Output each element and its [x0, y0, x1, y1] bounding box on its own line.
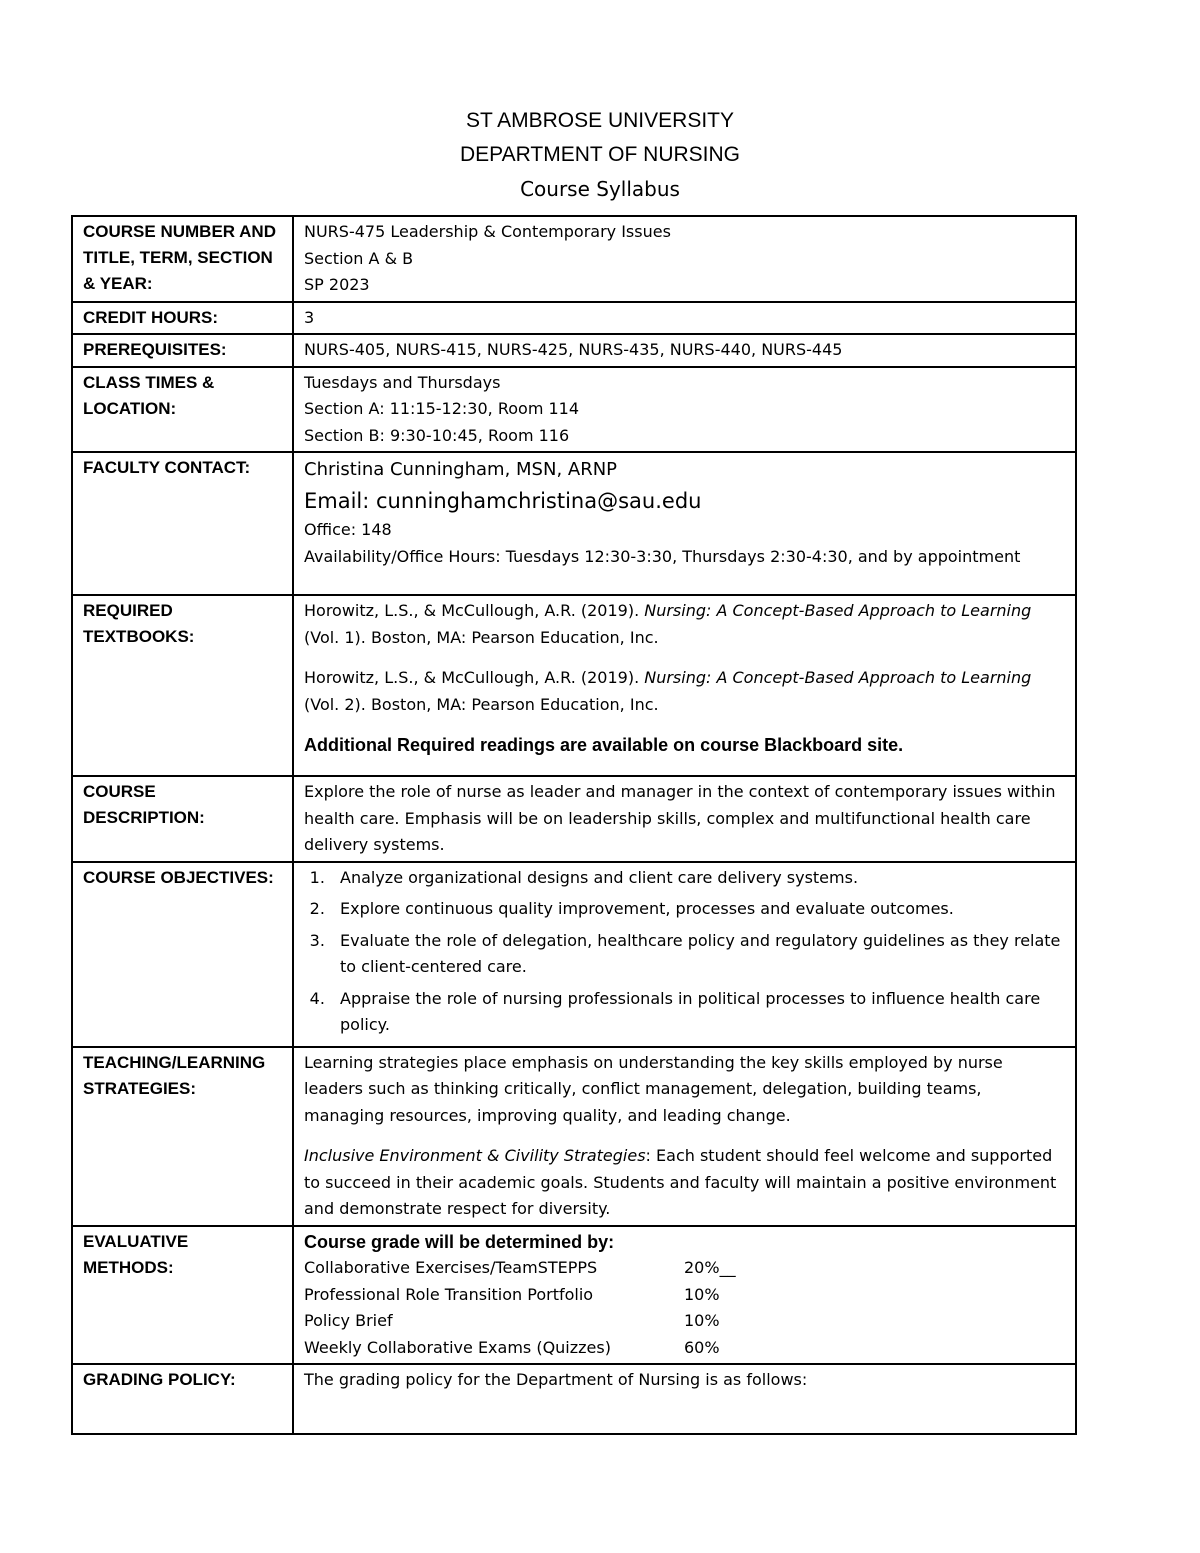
- row-credit: [72, 302, 1076, 335]
- grade-item-name: Weekly Collaborative Exams (Quizzes): [304, 1337, 611, 1357]
- label-objectives: COURSE OBJECTIVES:: [72, 862, 293, 1047]
- grade-item-percent: 10%: [684, 1284, 720, 1304]
- value-faculty: [293, 452, 1076, 595]
- value-evaluative: [293, 1226, 1076, 1365]
- grade-item: [304, 1308, 1065, 1335]
- textbook-2-authors: Horowitz, L.S., & McCullough, A.R. (2019).: [304, 668, 645, 687]
- row-class-times: [72, 367, 1076, 453]
- label-teaching: TEACHING/LEARNING STRATEGIES:: [72, 1047, 293, 1226]
- value-objectives: [293, 862, 1076, 1047]
- textbook-2: [304, 665, 1065, 718]
- label-class-times: CLASS TIMES & LOCATION:: [72, 367, 293, 453]
- label-prereq: PREREQUISITES:: [72, 334, 293, 367]
- row-evaluative: [72, 1226, 1076, 1365]
- value-prereq: NURS-405, NURS-415, NURS-425, NURS-435, NURS-440, NURS-445: [293, 334, 1076, 367]
- row-description: [72, 776, 1076, 862]
- inclusive-paragraph: [304, 1143, 1065, 1223]
- row-teaching: [72, 1047, 1076, 1226]
- textbook-2-publisher: (Vol. 2). Boston, MA: Pearson Education, Inc.: [304, 694, 659, 714]
- row-prereq: [72, 334, 1076, 367]
- course-title: NURS-475 Leadership & Contemporary Issues: [304, 222, 671, 241]
- label-grading: GRADING POLICY:: [72, 1364, 293, 1434]
- value-course: [293, 216, 1076, 302]
- row-grading: [72, 1364, 1076, 1434]
- grade-item: [304, 1255, 1065, 1282]
- textbook-2-title: Nursing: A Concept-Based Approach to Learning: [644, 668, 1032, 687]
- textbook-1-title: Nursing: A Concept-Based Approach to Learning: [644, 601, 1032, 620]
- faculty-email[interactable]: Email: cunninghamchristina@sau.edu: [304, 489, 702, 513]
- teaching-paragraph: Learning strategies place emphasis on understanding the key skills employed by nurse leaders such as thinking critically, conflict management, delegation, building teams, managing resources, improving quality, and leading change.: [304, 1052, 1003, 1125]
- value-grading: The grading policy for the Department of Nursing is as follows:: [293, 1364, 1076, 1434]
- value-teaching: [293, 1047, 1076, 1226]
- department-name: DEPARTMENT OF NURSING: [459, 143, 741, 166]
- objective-item: 3. Evaluate the role of delegation, healthcare policy and regulatory guidelines as they relate to client-centered care.: [330, 928, 1065, 981]
- grade-item-percent: 10%: [684, 1311, 720, 1330]
- textbook-1: [304, 598, 1065, 651]
- label-description: COURSE DESCRIPTION:: [72, 776, 293, 862]
- objective-item: 4. Appraise the role of nursing professionals in political processes to influence health care policy.: [330, 986, 1065, 1039]
- class-section-b: Section B: 9:30-10:45, Room 116: [304, 425, 570, 445]
- textbook-1-authors: Horowitz, L.S., & McCullough, A.R. (2019).: [304, 601, 645, 620]
- grade-item-percent: 60%: [684, 1337, 720, 1357]
- label-credit: CREDIT HOURS:: [72, 302, 293, 335]
- row-course: [72, 216, 1076, 302]
- grade-item-name: Collaborative Exercises/TeamSTEPPS: [304, 1258, 598, 1277]
- label-textbooks: REQUIRED TEXTBOOKS:: [72, 595, 293, 776]
- row-objectives: [72, 862, 1076, 1047]
- grade-item-name: Policy Brief: [304, 1311, 393, 1330]
- row-faculty: [72, 452, 1076, 595]
- document-header: [0, 104, 1200, 206]
- value-description: Explore the role of nurse as leader and manager in the context of contemporary issues within health care. Emphasis will be on leadership skills, complex and multifunctional health care delivery systems.: [293, 776, 1076, 862]
- label-faculty: FACULTY CONTACT:: [72, 452, 293, 595]
- class-section-a: Section A: 11:15-12:30, Room 114: [304, 399, 580, 418]
- value-credit: 3: [293, 302, 1076, 335]
- course-section: Section A & B: [304, 248, 414, 268]
- class-days: Tuesdays and Thursdays: [304, 372, 501, 392]
- course-term: SP 2023: [304, 275, 370, 294]
- evaluative-heading: Course grade will be determined by:: [304, 1231, 615, 1252]
- textbook-note: Additional Required readings are available on course Blackboard site.: [304, 735, 904, 755]
- inclusive-text: : Each student should feel welcome and supported to succeed in their academic goals. Students and faculty will maintain a positive environment and demonstrate respect for diversity.: [304, 1146, 1057, 1218]
- faculty-hours: Availability/Office Hours: Tuesdays 12:30-3:30, Thursdays 2:30-4:30, and by appointment: [304, 546, 1021, 566]
- objective-item: 1. Analyze organizational designs and client care delivery systems.: [330, 865, 1065, 892]
- objectives-list: [304, 865, 1065, 1039]
- grade-item-percent: 20%__: [684, 1258, 736, 1277]
- syllabus-table: [71, 215, 1077, 1435]
- faculty-office: Office: 148: [304, 520, 392, 539]
- grade-item: [304, 1335, 1065, 1362]
- textbook-1-publisher: (Vol. 1). Boston, MA: Pearson Education, Inc.: [304, 627, 659, 647]
- label-evaluative: EVALUATIVE METHODS:: [72, 1226, 293, 1365]
- label-course: COURSE NUMBER AND TITLE, TERM, SECTION & YEAR:: [72, 216, 293, 302]
- objective-item: 2. Explore continuous quality improvement, processes and evaluate outcomes.: [330, 896, 1065, 923]
- row-textbooks: [72, 595, 1076, 776]
- inclusive-title: Inclusive Environment & Civility Strategies: [304, 1146, 646, 1165]
- university-name: ST AMBROSE UNIVERSITY: [465, 109, 734, 132]
- value-textbooks: [293, 595, 1076, 776]
- faculty-name: Christina Cunningham, MSN, ARNP: [304, 459, 618, 480]
- grade-item: [304, 1282, 1065, 1309]
- document-title: Course Syllabus: [520, 177, 680, 201]
- value-class-times: [293, 367, 1076, 453]
- grade-item-name: Professional Role Transition Portfolio: [304, 1284, 594, 1304]
